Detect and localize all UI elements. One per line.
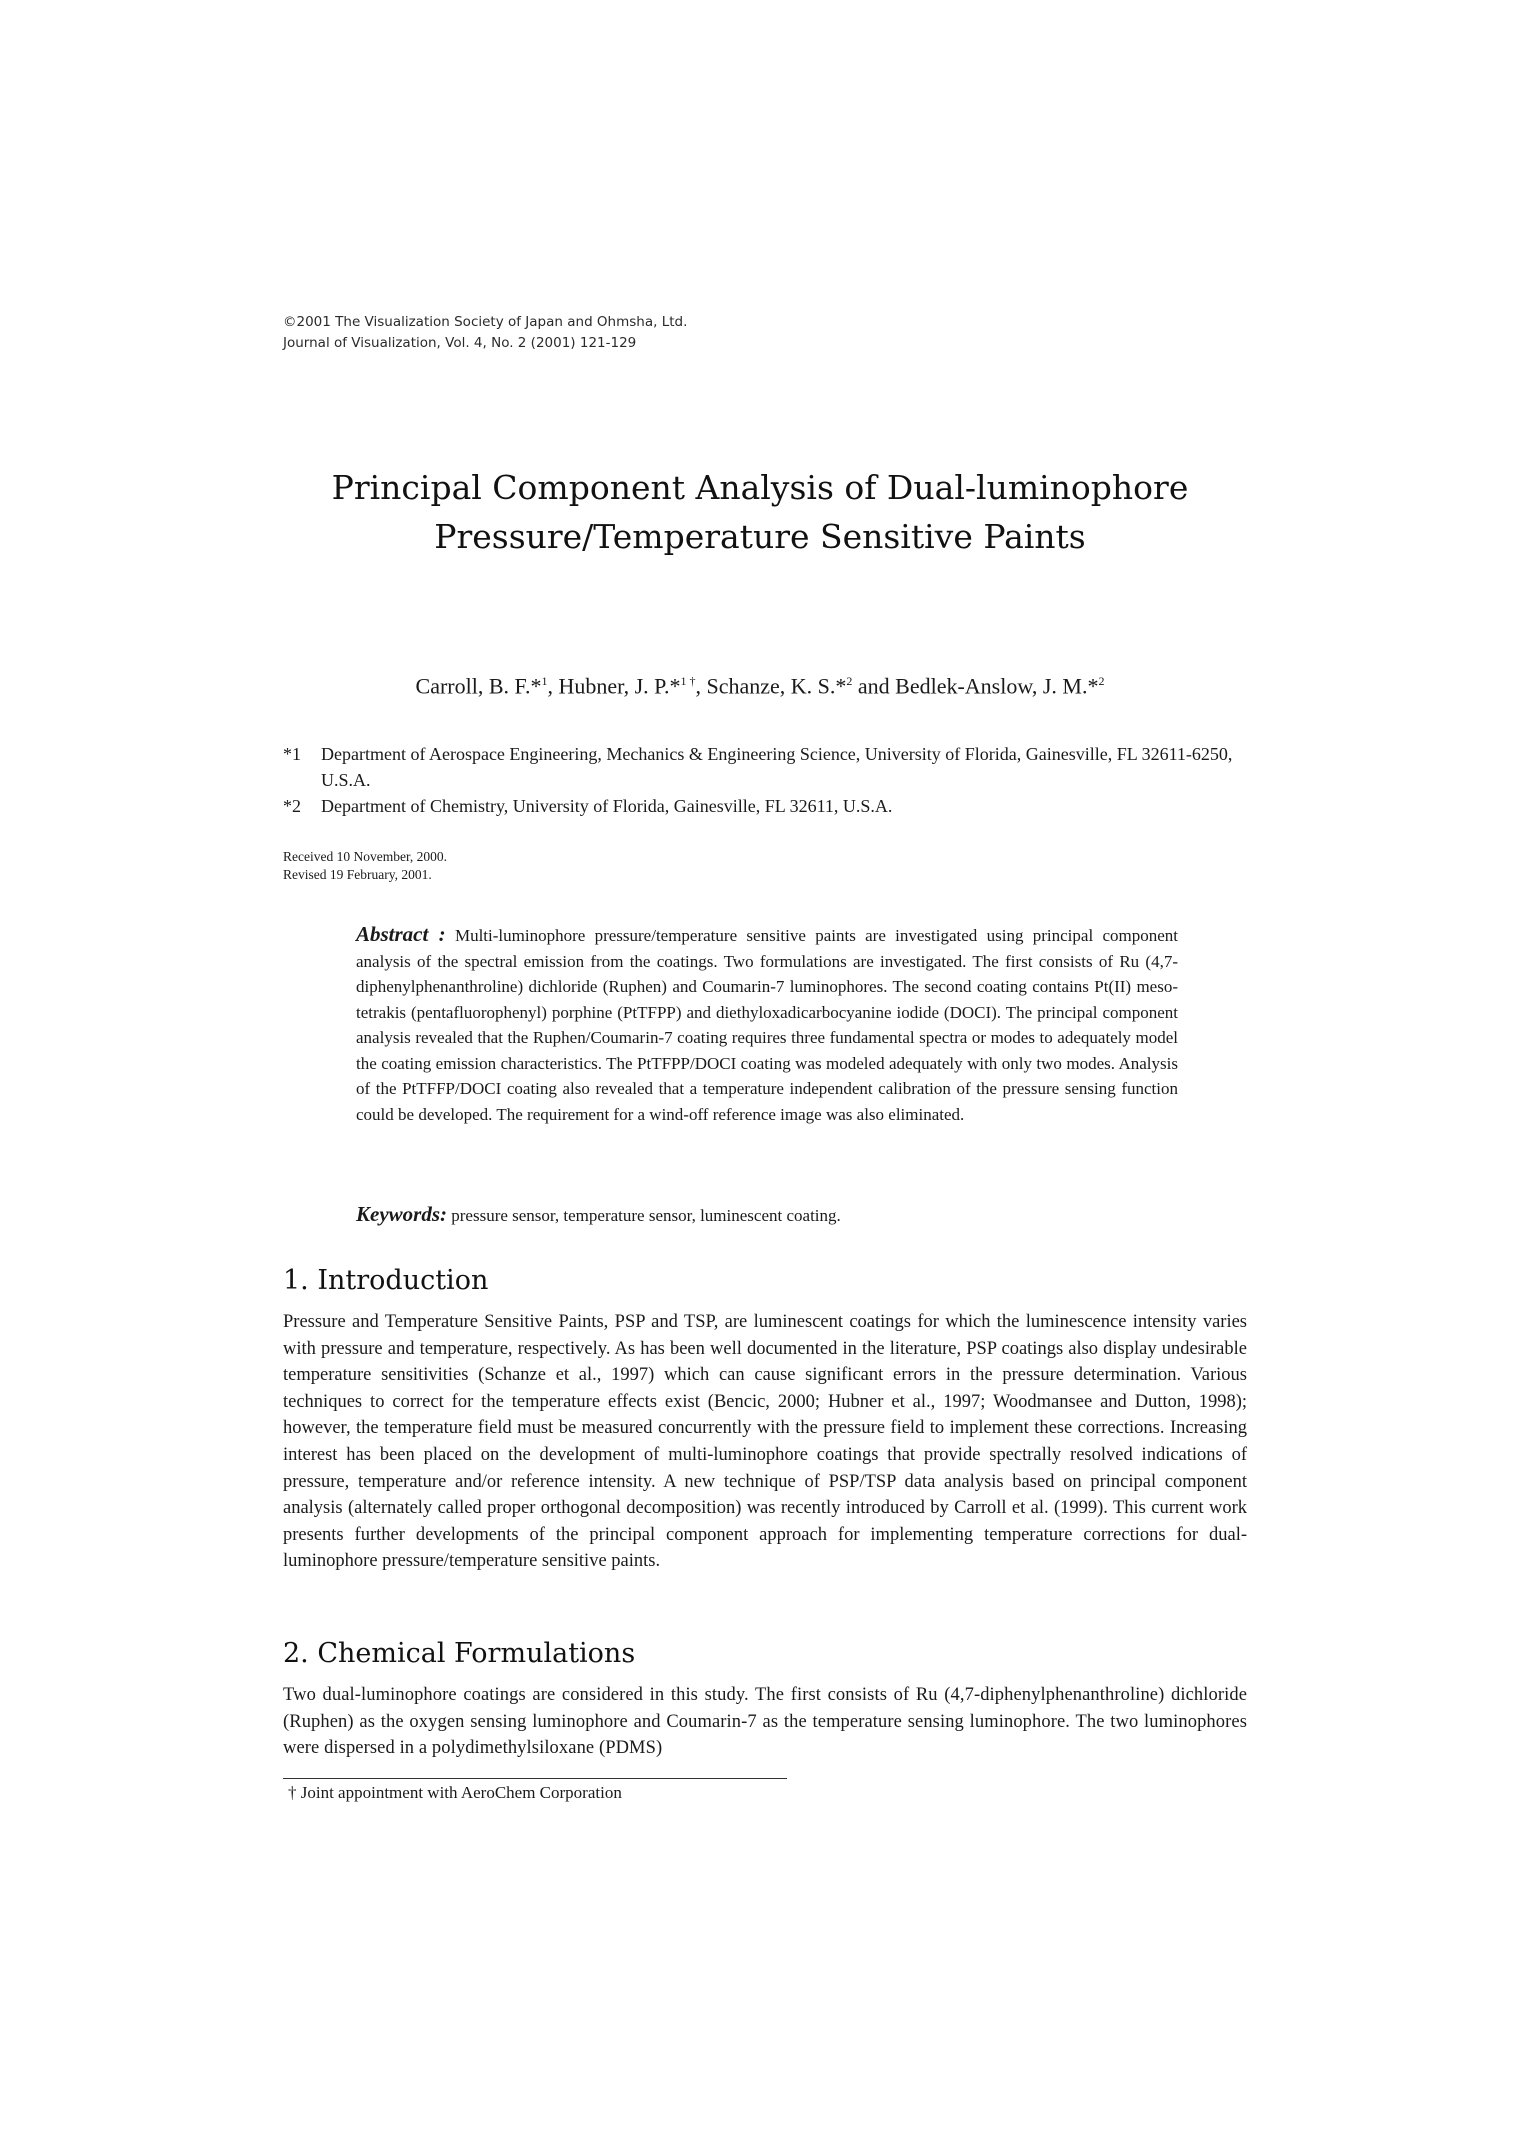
author-1: Carroll, B. F.* — [415, 673, 542, 699]
affiliation-2 — [283, 793, 1247, 819]
journal-line: Journal of Visualization, Vol. 4, No. 2 (2001) 121-129 — [283, 335, 637, 351]
revised-date: Revised 19 February, 2001. — [283, 867, 432, 882]
title-line-1: Principal Component Analysis of Dual-luminophore — [331, 468, 1189, 507]
author-list — [150, 666, 1370, 701]
keywords — [356, 1201, 1178, 1229]
author-1-affil-mark: 1 — [541, 674, 548, 688]
author-4: and Bedlek-Anslow, J. M.* — [852, 673, 1099, 699]
submission-dates — [283, 848, 447, 884]
abstract — [356, 922, 1178, 1127]
affiliations — [283, 741, 1247, 819]
author-2: , Hubner, J. P.* — [547, 673, 681, 699]
author-3-affil-mark: 2 — [846, 674, 853, 688]
footnote-rule — [283, 1778, 787, 1779]
paper-title — [150, 463, 1370, 561]
affiliation-1 — [283, 741, 1247, 793]
journal-citation — [283, 312, 687, 354]
received-date: Received 10 November, 2000. — [283, 849, 448, 864]
section-body-chemical-formulations: Two dual-luminophore coatings are considered in this study. The first consists of Ru (4,7-diphenylphenanthroline) dichloride (Ruphen) as the oxygen sensing luminophore and Coumarin-7 as the temperature sensing luminophore. The two luminophores were dispersed in a polydimethylsiloxane (PDMS) — [283, 1685, 1247, 1759]
copyright-line: ©2001 The Visualization Society of Japan and Ohmsha, Ltd. — [283, 314, 688, 330]
keywords-text: pressure sensor, temperature sensor, luminescent coating. — [447, 1206, 841, 1225]
author-3: , Schanze, K. S.* — [695, 673, 847, 699]
affiliation-mark: *2 — [283, 796, 301, 816]
title-line-2: Pressure/Temperature Sensitive Paints — [434, 517, 1086, 556]
section-body-introduction: Pressure and Temperature Sensitive Paints, PSP and TSP, are luminescent coatings for which the luminescence intensity varies with pressure and temperature, respectively. As has been well documented in the literature, PSP coatings also display undesirable temperature sensitivities (Schanze et al., 1997) which can cause significant errors in the pressure determination. Various techniques to correct for the temperature effects exist (Bencic, 2000; Hubner et al., 1997; Woodmansee and Dutton, 1998); however, the temperature field must be measured concurrently with the pressure field to implement these corrections. Increasing interest has been placed on the development of multi-luminophore coatings that provide spectrally resolved indications of pressure, temperature and/or reference intensity. A new technique of PSP/TSP data analysis based on principal component analysis (alternately called proper orthogonal decomposition) was recently introduced by Carroll et al. (1999). This current work presents further developments of the principal component approach for implementing temperature corrections for dual-luminophore pressure/temperature sensitive paints. — [283, 1312, 1247, 1572]
author-2-affil-mark: 1 † — [680, 674, 696, 688]
abstract-label: Abstract : — [356, 922, 446, 946]
affiliation-text: Department of Aerospace Engineering, Mechanics & Engineering Science, University of Florida, Gainesville, FL 32611-6250, U.S.A. — [321, 744, 1233, 790]
section-heading-chemical-formulations: 2. Chemical Formulations — [283, 1638, 636, 1669]
abstract-text: Multi-luminophore pressure/temperature sensitive paints are investigated using principal component analysis of the spectral emission from the coatings. Two formulations are investigated. The first consists of Ru (4,7-diphenylphenanthroline) dichloride (Ruphen) and Coumarin-7 luminophores. The second coating contains Pt(II) meso-tetrakis (pentafluorophenyl) porphine (PtTFPP) and diethyloxadicarbocyanine iodide (DOCI). The principal component analysis revealed that the Ruphen/Coumarin-7 coating requires three fundamental spectra or modes to adequately model the coating emission characteristics. The PtTFPP/DOCI coating was modeled adequately with only two modes. Analysis of the PtTFFP/DOCI coating also revealed that a temperature independent calibration of the pressure sensing function could be developed. The requirement for a wind-off reference image was also eliminated. — [356, 926, 1179, 1124]
affiliation-mark: *1 — [283, 744, 301, 764]
author-4-affil-mark: 2 — [1098, 674, 1105, 688]
footnote: † Joint appointment with AeroChem Corporation — [288, 1783, 622, 1802]
affiliation-text: Department of Chemistry, University of Florida, Gainesville, FL 32611, U.S.A. — [321, 796, 893, 816]
section-heading-introduction: 1. Introduction — [283, 1265, 489, 1296]
keywords-label: Keywords: — [356, 1202, 447, 1226]
